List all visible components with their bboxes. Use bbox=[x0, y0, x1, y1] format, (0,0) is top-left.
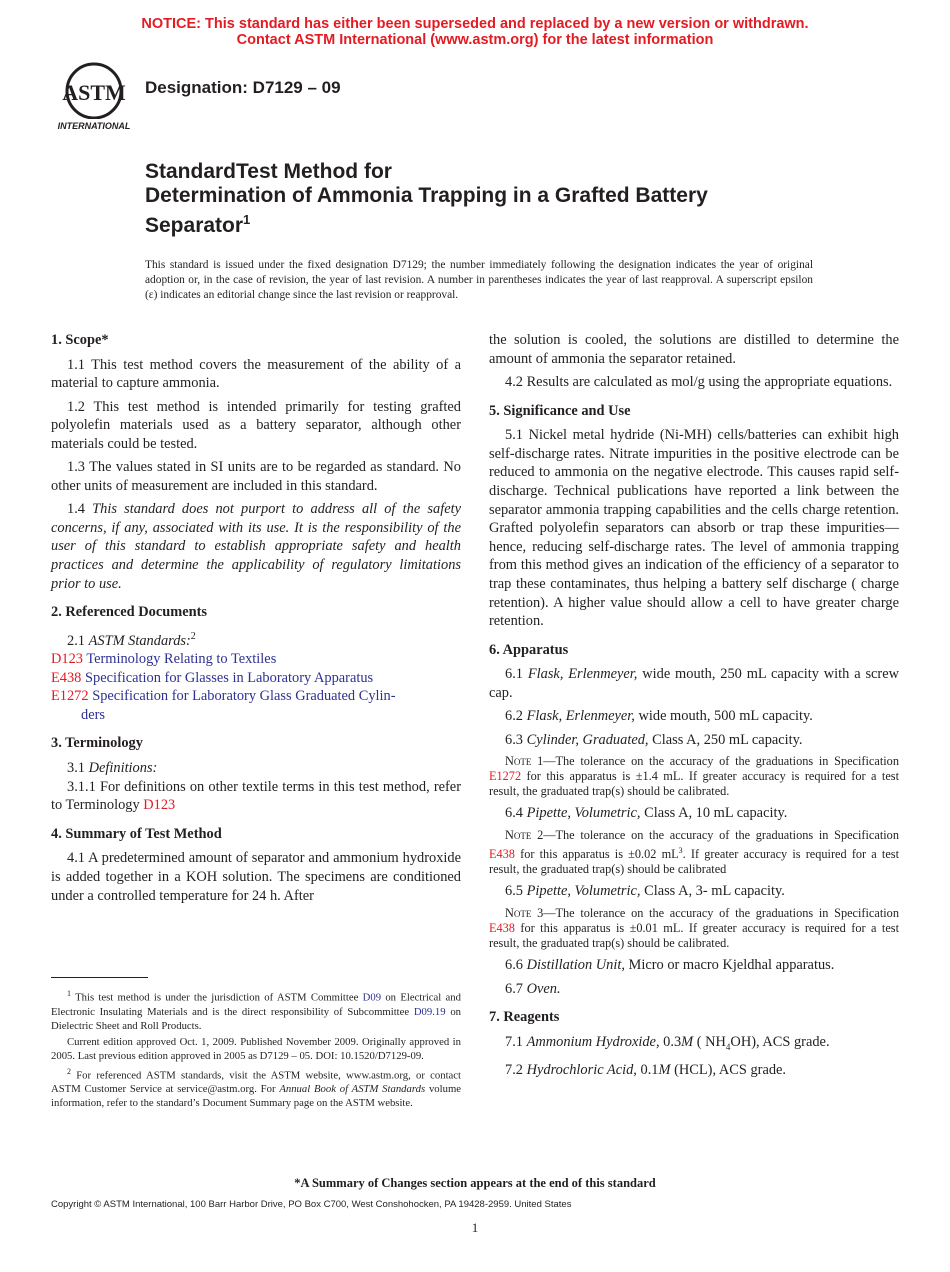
reference-list bbox=[51, 650, 461, 724]
reference-e1272[interactable]: E1272 Specification for Laboratory Glass Graduated Cylin- ders bbox=[51, 688, 396, 723]
note-2: Note 2—The tolerance on the accuracy of the graduations in Specification E438 for this apparatus is ±0.02 $mL^3$. If greater accuracy is required for a test result, the graduated trap(s) should be calibrated bbox=[489, 827, 899, 877]
paragraph-1-3: 1.3 The values stated in SI units are to be regarded as standard. No other units of measurement are included in this standard. bbox=[51, 459, 461, 494]
footnote-1-edition: Current edition approved Oct. 1, 2009. Published November 2009. Originally approved in 2005. Last previous edition approved in 2005 as D7129 – 05. DOI: 10.1520/D7129-09. bbox=[51, 1035, 461, 1062]
link-e438[interactable]: E438 bbox=[489, 847, 515, 862]
title-line-3: Separator$^1$ bbox=[145, 212, 251, 237]
paragraph-6-6: 6.6 Distillation Unit, Micro or macro Kjeldhal apparatus. bbox=[505, 957, 835, 974]
note-1: Note 1—The tolerance on the accuracy of the graduations in Specification E1272 for this apparatus is ±1.4 mL. If greater accuracy is required for a test result, the graduated trap(s) should be calibrated. bbox=[489, 754, 899, 799]
paragraph-6-4: 6.4 Pipette, Volumetric, Class A, 10 mL capacity. bbox=[505, 805, 788, 822]
paragraph-1-1: 1.1 This test method covers the measurement of the ability of a material to capture ammonia. bbox=[51, 356, 461, 392]
reference-d123[interactable]: D123 Terminology Relating to Textiles bbox=[51, 651, 277, 668]
link-d09-19[interactable]: D09.19 bbox=[413, 1005, 446, 1018]
document-title bbox=[145, 160, 825, 238]
paragraph-7-2: 7.2 Hydrochloric Acid, 0.1M (HCL), ACS grade. bbox=[505, 1062, 787, 1078]
designation: Designation: D7129 – 09 bbox=[145, 78, 341, 97]
notice-banner bbox=[0, 16, 950, 48]
paragraph-4-1: 4.1 A predetermined amount of separator and ammonium hydroxide is added together in a KOH solution. The specimens are conditioned under a controlled temperature for 24 h. After bbox=[51, 850, 461, 904]
title-footnote-mark[interactable]: 1 bbox=[243, 212, 251, 227]
page-number: 1 bbox=[471, 1220, 479, 1235]
paragraph-4-2: 4.2 Results are calculated as mol/g using the appropriate equations. bbox=[505, 373, 893, 390]
paragraph-1-4: 1.4 This standard does not purport to address all of the safety concerns, if any, associated with its use. It is the responsibility of the user of this standard to establish appropriate safety and health practices and determine the applicability of regulatory limitations prior to use. bbox=[51, 501, 461, 592]
footnotes bbox=[51, 987, 461, 1112]
paragraph-2-1: 2.1 ASTM Standards:$^2$ bbox=[67, 630, 196, 649]
paragraph-6-1: 6.1 Flask, Erlenmeyer, wide mouth, 250 mL capacity with a screw cap. bbox=[489, 666, 899, 701]
title-line-1: StandardTest Method for bbox=[145, 160, 392, 183]
left-column bbox=[51, 331, 461, 910]
logo-text: ASTM bbox=[62, 80, 126, 105]
section-heading-scope: 1. Scope* bbox=[51, 332, 109, 348]
intro-paragraph: This standard is issued under the fixed designation D7129; the number immediately following the designation indicates the year of original adoption or, in the case of revision, the year of last revision. A number in parentheses indicates the year of last reapproval. A superscript epsilon (ε) indicates an editorial change since the last revision or reapproval. bbox=[145, 259, 813, 301]
astm-logo bbox=[52, 58, 136, 134]
paragraph-3-1-1: 3.1.1 For definitions on other textile terms in this test method, refer to Terminology D123 bbox=[51, 778, 461, 814]
footnote-divider bbox=[51, 977, 148, 978]
paragraph-3-1: 3.1 Definitions: bbox=[67, 760, 158, 777]
copyright: Copyright © ASTM International, 100 Barr Harbor Drive, PO Box C700, West Conshohocken, PA 19428-2959. United States bbox=[51, 1199, 572, 1210]
section-heading-referenced-documents: 2. Referenced Documents bbox=[51, 604, 207, 621]
section-heading-apparatus: 6. Apparatus bbox=[489, 641, 569, 658]
section-heading-significance: 5. Significance and Use bbox=[489, 402, 631, 419]
reference-e438[interactable]: E438 Specification for Glasses in Laboratory Apparatus bbox=[51, 669, 374, 686]
paragraph-6-7: 6.7 Oven. bbox=[505, 980, 561, 997]
paragraph-1-2: 1.2 This test method is intended primarily for testing grafted polyolefin materials used as a battery separator, although other materials could be tested. bbox=[51, 398, 461, 452]
summary-of-changes-note: *A Summary of Changes section appears at the end of this standard bbox=[294, 1176, 656, 1190]
notice-line-1: NOTICE: This standard has either been superseded and replaced by a new version or withdrawn. bbox=[141, 16, 809, 32]
astm-logo-icon bbox=[52, 58, 136, 134]
logo-subtext: INTERNATIONAL bbox=[57, 121, 131, 131]
section-heading-reagents: 7. Reagents bbox=[489, 1009, 560, 1026]
section-heading-summary: 4. Summary of Test Method bbox=[51, 825, 222, 842]
right-column bbox=[489, 331, 899, 1084]
title-line-2: Determination of Ammonia Trapping in a Grafted Battery bbox=[145, 184, 708, 207]
paragraph-6-5: 6.5 Pipette, Volumetric, Class A, 3- mL capacity. bbox=[505, 883, 785, 900]
link-d123[interactable]: D123 bbox=[143, 797, 176, 814]
footnote-1: $^1$ This test method is under the jurisdiction of ASTM Committee D09 on Electrical and Electronic Insulating Materials and is the direct responsibility of Subcommittee D09.19 on Dielectric Sheet and Roll Products. bbox=[51, 989, 462, 1032]
note-3: Note 3—The tolerance on the accuracy of the graduations in Specification E438 for this apparatus is ±0.01 mL. If greater accuracy is required for a test result, the graduated trap(s) should be calibrated. bbox=[489, 905, 899, 951]
link-d09[interactable]: D09 bbox=[362, 991, 382, 1004]
paragraph-7-1: 7.1 Ammonium Hydroxide, 0.3M ( $NH_4OH$), ACS grade. bbox=[505, 1033, 830, 1052]
notice-line-2: Contact ASTM International (www.astm.org) for the latest information bbox=[236, 32, 714, 48]
link-e1272[interactable]: E1272 bbox=[489, 769, 522, 784]
paragraph-6-2: 6.2 Flask, Erlenmeyer, wide mouth, 500 mL capacity. bbox=[505, 708, 813, 725]
section-heading-terminology: 3. Terminology bbox=[51, 735, 143, 752]
link-e438-note3[interactable]: E438 bbox=[489, 920, 515, 935]
paragraph-4-1-continued: the solution is cooled, the solutions are distilled to determine the amount of ammonia the separator retained. bbox=[489, 332, 899, 367]
footnote-2: $^2$ For referenced ASTM standards, visit the ASTM website, www.astm.org, or contact ASTM Customer Service at service@astm.org. For Annual Book of ASTM Standards volume information, refer to the standard’s Document Summary page on the ASTM website. bbox=[51, 1066, 461, 1110]
paragraph-6-3: 6.3 Cylinder, Graduated, Class A, 250 mL capacity. bbox=[505, 731, 803, 748]
paragraph-5-1: 5.1 Nickel metal hydride (Ni-MH) cells/batteries can exhibit high self-discharge rates. Nitrate impurities in the positive electrode can be reduced to ammonia on the negative electrode. This causes rapid self-discharge. Technical publications have reported a link between the separator ammonia trapping capabilities and the cells charge retention. Grafted polyolefin separators can absorb or trap these impurities—hence, reducing self-discharge rates. The level of ammonia trapping from this method gives an indication of the efficiency of a separator to trap these contaminates, thus helping a battery self discharge ( charge retention). A higher value should allow a cell to have greater charge retention. bbox=[489, 427, 899, 630]
